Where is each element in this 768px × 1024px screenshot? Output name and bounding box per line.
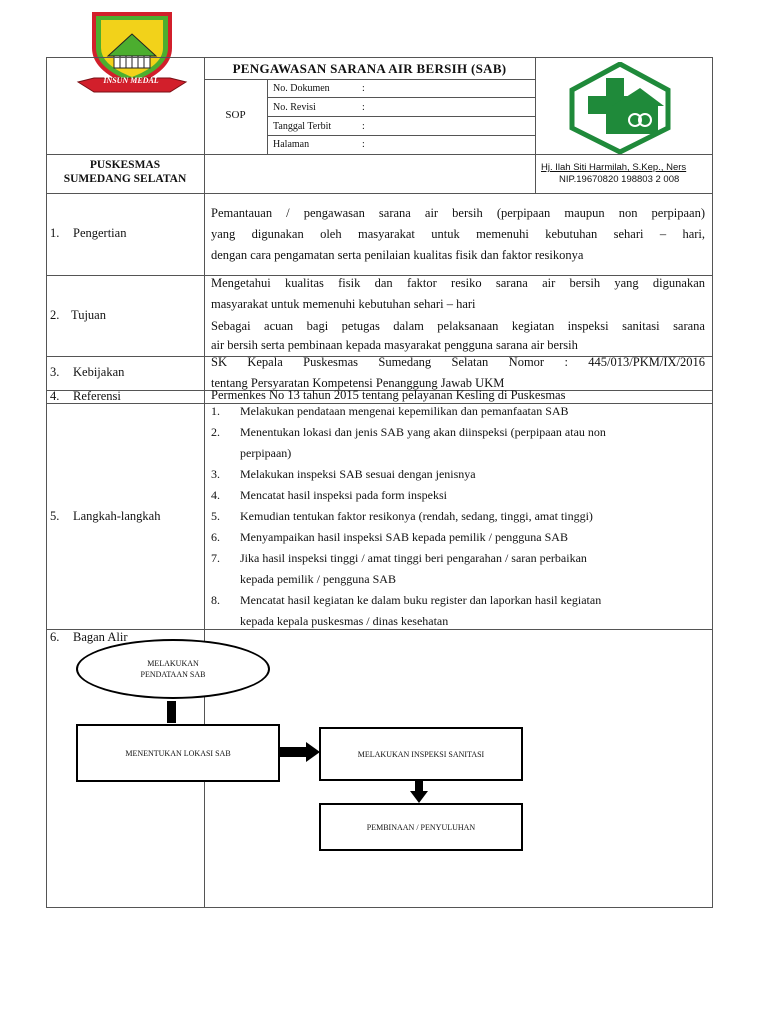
tujuan-line: air bersih serta pembinaan kepada masyarakat pengguna sarana air bersih xyxy=(211,338,578,352)
section-number-referensi: 4. xyxy=(50,389,60,403)
section-label-bagan: Bagan Alir xyxy=(73,630,128,644)
flow-step1-line1: MELAKUKAN xyxy=(147,659,199,668)
procedure-step-continued: kepada kepala puskesmas / dinas kesehatan xyxy=(240,614,449,628)
tujuan-line: Mengetahui kualitas fisik dan faktor resiko sarana air bersih yang digunakan xyxy=(211,276,705,290)
section-label-tujuan: Tujuan xyxy=(71,308,106,322)
organization-name-line2: SUMEDANG SELATAN xyxy=(63,173,187,185)
logo-banner-text: INSUN MEDAL xyxy=(103,76,159,85)
tujuan-line: masyarakat untuk memenuhi kebutuhan sehari – hari xyxy=(211,297,476,311)
procedure-step: 5. Kemudian tentukan faktor resikonya (rendah, sedang, tinggi, amat tinggi) xyxy=(211,509,593,523)
flow-arrow-right-head xyxy=(306,742,320,762)
pengertian-line: yang digunakan oleh masyarakat untuk memenuhi kebutuhan sehari – hari, xyxy=(211,227,705,241)
doc-field-number-value: : xyxy=(362,83,365,94)
flow-step1-line2: PENDATAAN SAB xyxy=(140,670,206,679)
doc-field-number-label: No. Dokumen xyxy=(273,83,330,94)
section-number-langkah: 5. xyxy=(50,509,60,523)
procedure-step: 7. Jika hasil inspeksi tinggi / amat tinggi beri pengarahan / saran perbaikan xyxy=(211,551,587,565)
procedure-step: 4. Mencatat hasil inspeksi pada form inspeksi xyxy=(211,488,447,502)
document-title: PENGAWASAN SARANA AIR BERSIH (SAB) xyxy=(232,61,507,76)
procedure-step: 8. Mencatat hasil kegiatan ke dalam buku register dan laporkan hasil kegiatan xyxy=(211,593,602,607)
procedure-step: 6. Menyampaikan hasil inspeksi SAB kepada pemilik / pengguna SAB xyxy=(211,530,568,544)
section-number-pengertian: 1. xyxy=(50,226,60,240)
procedure-steps xyxy=(211,401,711,632)
section-label-langkah: Langkah-langkah xyxy=(73,509,161,523)
section-number-tujuan: 2. xyxy=(50,308,60,322)
flow-arrow-down-2-head xyxy=(410,791,428,803)
section-label-kebijakan: Kebijakan xyxy=(73,365,125,379)
signer-nip: NIP.19670820 198803 2 008 xyxy=(559,174,680,185)
organization-name-line1: PUSKESMAS xyxy=(89,159,161,171)
procedure-step: 3. Melakukan inspeksi SAB sesuai dengan jenisnya xyxy=(211,467,476,481)
doc-field-page-label: Halaman xyxy=(273,139,310,150)
flow-step-lokasi: MENENTUKAN LOKASI SAB xyxy=(76,724,280,782)
flow-step-pembinaan: PEMBINAAN / PENYULUHAN xyxy=(319,803,523,851)
signer-name: Hj. Ilah Siti Harmilah, S.Kep., Ners xyxy=(541,162,687,173)
section-label-referensi: Referensi xyxy=(73,389,121,403)
puskesmas-logo xyxy=(568,62,672,154)
doc-field-date-label: Tanggal Terbit xyxy=(273,121,332,132)
flow-step-inspeksi: MELAKUKAN INSPEKSI SANITASI xyxy=(319,727,523,781)
doc-field-date-value: : xyxy=(362,121,365,132)
flow-start-ellipse xyxy=(76,639,270,699)
kebijakan-line: SK Kepala Puskesmas Sumedang Selatan Nomor : 445/013/PKM/IX/2016 xyxy=(211,355,705,369)
procedure-step: 1. Melakukan pendataan mengenai kepemilikan dan pemanfaatan SAB xyxy=(211,404,569,418)
section-number-bagan: 6. xyxy=(50,630,60,644)
procedure-step-continued: perpipaan) xyxy=(240,446,292,460)
referensi-text: Permenkes No 13 tahun 2015 tentang pelayanan Kesling di Puskesmas xyxy=(211,388,566,402)
section-label-pengertian: Pengertian xyxy=(73,226,127,240)
pengertian-line: dengan cara pengamatan serta penilaian kualitas fisik dan faktor resikonya xyxy=(211,248,584,262)
doc-field-revision-value: : xyxy=(362,102,365,113)
tujuan-line: Sebagai acuan bagi petugas dalam pelaksanaan kegiatan inspeksi sanitasi sarana xyxy=(211,319,705,333)
doc-field-page-value: : xyxy=(362,139,365,150)
procedure-step: 2. Menentukan lokasi dan jenis SAB yang akan diinspeksi (perpipaan atau non xyxy=(211,425,606,439)
doc-field-revision-label: No. Revisi xyxy=(273,102,316,113)
flow-arrow-right xyxy=(280,747,308,757)
procedure-step-continued: kepada pemilik / pengguna SAB xyxy=(240,572,396,586)
flow-arrow-down-1 xyxy=(167,701,176,723)
section-number-kebijakan: 3. xyxy=(50,365,60,379)
pengertian-line: Pemantauan / pengawasan sarana air bersih (perpipaan maupun non perpipaan) xyxy=(211,206,705,220)
kebijakan-line: tentang Persyaratan Kompetensi Penanggung Jawab UKM xyxy=(211,376,505,390)
sop-label: SOP xyxy=(225,109,246,121)
